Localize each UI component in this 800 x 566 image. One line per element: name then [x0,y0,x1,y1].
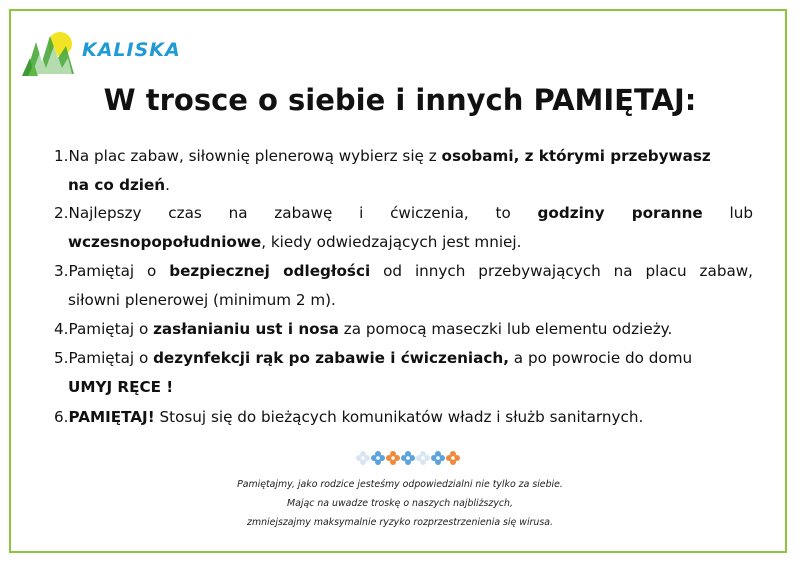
rule-line [54,286,753,315]
kaliska-logo [22,28,182,78]
rule-text: . [165,176,170,194]
rule-line [54,142,753,171]
rule-emphasis: wczesnopopołudniowe [68,233,262,251]
rule-text: a po powrocie do domu [508,349,693,367]
rule-emphasis: zasłanianiu ust i nosa [153,320,339,338]
logo-mountains-icon [22,28,82,78]
logo-wordmark: KALISKA [82,39,181,61]
rule-emphasis: PAMIĘTAJ! [68,408,155,426]
rule-item-4 [54,315,753,344]
rule-item-2 [54,199,753,257]
rule-line [54,373,753,402]
footer-note-line: Pamiętajmy, jako rodzice jesteśmy odpowiedzialni nie tylko za siebie. [237,479,563,490]
rule-emphasis: godziny poranne [537,204,703,222]
rule-text: 2.Najlepszy czas na zabawę i ćwiczenia, to [54,204,538,222]
rule-item-3 [54,257,753,315]
rule-line [54,403,753,432]
rule-text: , kiedy odwiedzających jest mniej. [261,233,522,251]
rule-emphasis: UMYJ RĘCE ! [68,378,174,396]
rule-text: 3.Pamiętaj o [54,262,170,280]
rule-text: 5.Pamiętaj o [54,349,154,367]
rule-emphasis: osobami, z którymi przebywasz [441,147,711,165]
rule-line [54,228,753,257]
rule-text: lub [702,204,753,222]
rule-emphasis: na co dzień [68,176,166,194]
rule-line [54,344,753,373]
page-title: W trosce o siebie i innych PAMIĘTAJ: [103,83,697,117]
rule-text: od innych przebywających na placu zabaw, [370,262,753,280]
rule-line [54,257,753,286]
rule-line [54,315,753,344]
rule-text: Stosuj się do bieżących komunikatów władz i służb sanitarnych. [154,408,644,426]
flowers-decoration-icon [355,449,465,467]
footer-note-line: Mając na uwadze troskę o naszych najbliższych, [287,498,513,509]
rule-text: 4.Pamiętaj o [54,320,154,338]
rule-item-1 [54,142,753,200]
footer-note-line: zmniejszajmy maksymalnie ryzyko rozprzestrzenienia się wirusa. [247,517,553,528]
rule-line [54,199,753,228]
rule-text: 6. [54,408,69,426]
rule-text: siłowni plenerowej (minimum 2 m). [68,291,336,309]
rule-line [54,171,753,200]
rule-text: 1.Na plac zabaw, siłownię plenerową wybierz się z [54,147,442,165]
rule-text: za pomocą maseczki lub elementu odzieży. [338,320,673,338]
rule-emphasis: bezpiecznej odległości [169,262,371,280]
rule-item-6 [54,403,753,432]
rule-item-5 [54,344,753,402]
rule-emphasis: dezynfekcji rąk po zabawie i ćwiczeniach, [153,349,509,367]
